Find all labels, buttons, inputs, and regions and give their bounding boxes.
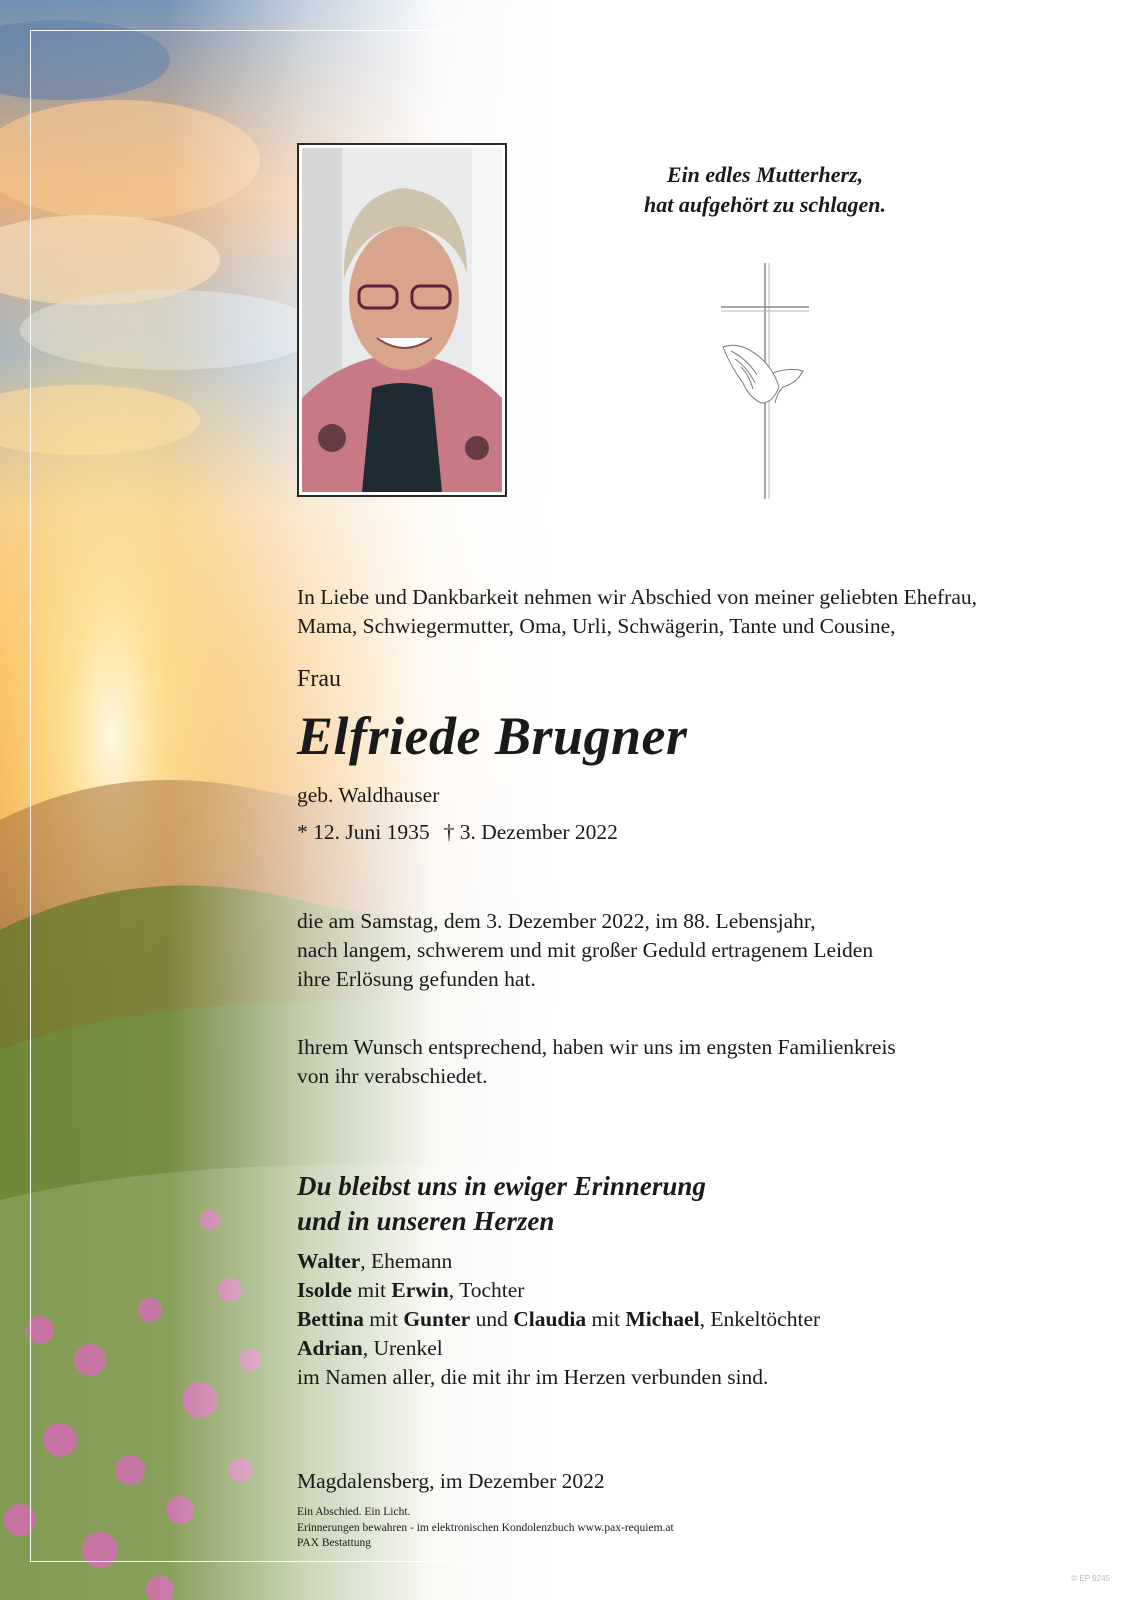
family-connector: mit <box>363 1307 404 1331</box>
family-relation: , Tochter <box>448 1278 525 1302</box>
footer-line: PAX Bestattung <box>297 1537 372 1549</box>
family-name: Bettina <box>297 1307 364 1331</box>
place-date: Magdalensberg, im Dezember 2022 <box>297 1469 605 1493</box>
death-notice-line: die am Samstag, dem 3. Dezember 2022, im 88. Lebensjahr, <box>297 909 816 933</box>
wish-text <box>297 1033 1097 1091</box>
remembrance-line: Du bleibst uns in ewiger Erinnerung <box>297 1171 706 1201</box>
family-row <box>297 1276 1097 1305</box>
family-connector: mit <box>586 1307 626 1331</box>
intro-text <box>297 583 1097 641</box>
motto-line: Ein edles Mutterherz, <box>666 162 864 187</box>
footer-line: Erinnerungen bewahren - im elektronischen Kondolenzbuch www.pax-requiem.at <box>297 1521 674 1534</box>
maiden-name: geb. Waldhauser <box>297 783 440 807</box>
family-name: Erwin <box>391 1278 449 1302</box>
family-relation: , Enkeltöchter <box>699 1307 821 1331</box>
life-dates <box>297 818 618 847</box>
family-row <box>297 1334 1097 1363</box>
family-name: Michael <box>625 1307 700 1331</box>
portrait-photo <box>297 143 507 497</box>
intro-line: Mama, Schwiegermutter, Oma, Urli, Schwägerin, Tante und Cousine, <box>297 614 896 638</box>
intro-line: In Liebe und Dankbarkeit nehmen wir Abschied von meiner geliebten Ehefrau, <box>297 585 978 609</box>
family-connector: und <box>470 1307 514 1331</box>
family-relation: , Urenkel <box>362 1336 443 1360</box>
birth-date: * 12. Juni 1935 <box>297 820 430 844</box>
motto-line: hat aufgehört zu schlagen. <box>643 192 887 217</box>
remembrance-line: und in unseren Herzen <box>297 1206 555 1236</box>
print-code: © EP 9245 <box>1071 1574 1110 1583</box>
family-name: Adrian <box>297 1336 363 1360</box>
footer-text <box>297 1505 674 1552</box>
deceased-name: Elfriede Brugner <box>297 706 688 766</box>
death-notice-line: nach langem, schwerem und mit großer Geduld ertragenem Leiden <box>297 938 874 962</box>
family-relation: , Ehemann <box>360 1249 453 1273</box>
family-row <box>297 1247 1097 1276</box>
footer-line: Ein Abschied. Ein Licht. <box>297 1506 411 1518</box>
family-name: Isolde <box>297 1278 352 1302</box>
death-date: † 3. Dezember 2022 <box>443 820 618 844</box>
family-name: Gunter <box>403 1307 471 1331</box>
death-notice <box>297 907 1097 994</box>
remembrance-heading <box>297 1169 706 1239</box>
family-list <box>297 1247 1097 1392</box>
family-row <box>297 1305 1097 1334</box>
motto <box>560 160 970 220</box>
wish-line: Ihrem Wunsch entsprechend, haben wir uns im engsten Familienkreis <box>297 1035 896 1059</box>
wish-line: von ihr verabschiedet. <box>297 1064 488 1088</box>
family-name: Claudia <box>513 1307 587 1331</box>
family-row: im Namen aller, die mit ihr im Herzen verbunden sind. <box>297 1365 769 1389</box>
family-connector: mit <box>351 1278 392 1302</box>
family-name: Walter <box>297 1249 361 1273</box>
salutation: Frau <box>297 666 341 692</box>
cross-with-praying-hands-icon <box>717 263 813 499</box>
death-notice-line: ihre Erlösung gefunden hat. <box>297 967 536 991</box>
